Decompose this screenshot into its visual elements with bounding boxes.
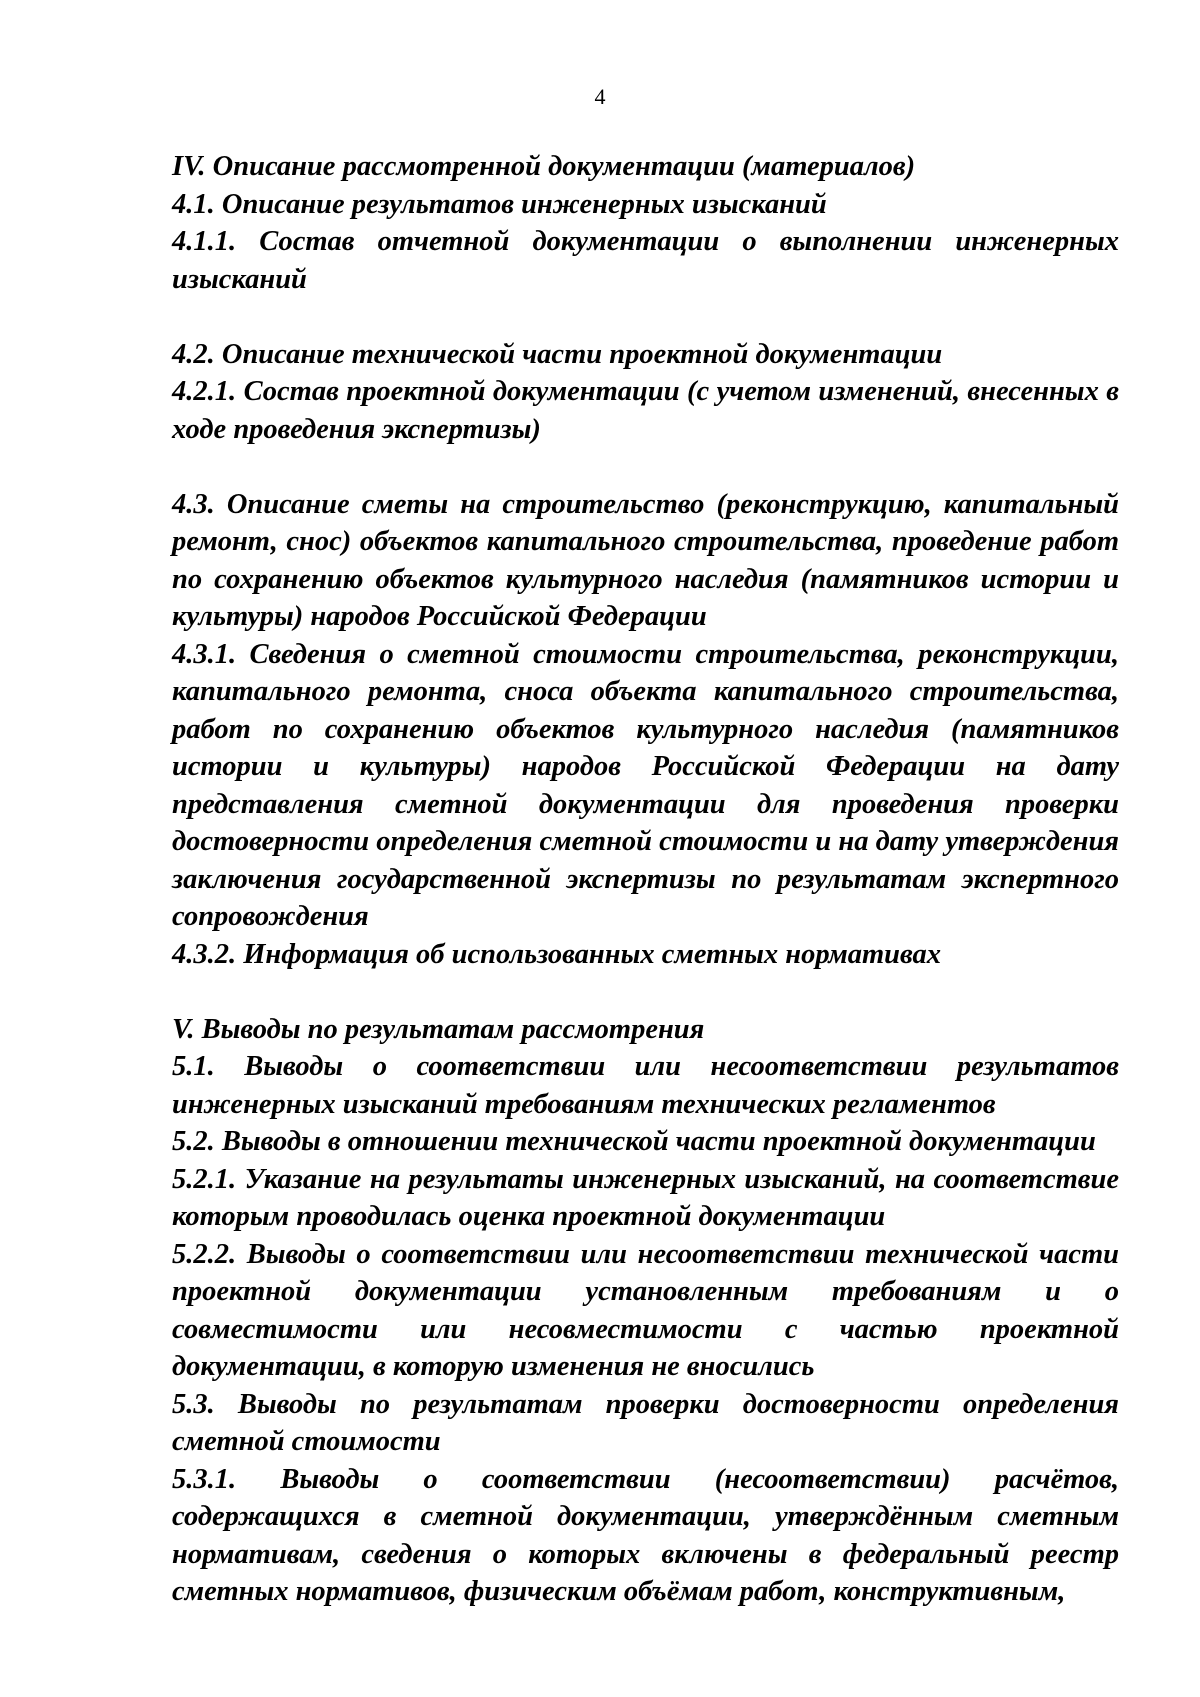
subsection-heading-5-2: 5.2. Выводы в отношении технической части проектной документации [172, 1126, 1096, 1157]
subsection-heading-5-1: 5.1. Выводы о соответствии или несоответствии результатов инженерных изысканий требованиям технических регламентов [172, 1051, 1119, 1120]
subsection-heading-4-2: 4.2. Описание технической части проектной документации [172, 338, 943, 370]
section-heading-iv: IV. Описание рассмотренной документации (материалов) [172, 151, 916, 182]
page-number: 4 [594, 84, 606, 109]
subsection-heading-5-2-2: 5.2.2. Выводы о соответствии или несоответствии технической части проектной документации установленным требованиям и о совместимости или несовместимости с частью проектной документации, в которую изменения не вносились [172, 1238, 1119, 1382]
subsection-heading-4-1-1: 4.1.1. Состав отчетной документации о выполнении инженерных изысканий [172, 226, 1119, 295]
spacer [172, 298, 1119, 336]
spacer [172, 973, 1119, 1011]
subsection-heading-5-2-1: 5.2.1. Указание на результаты инженерных изысканий, на соответствие которым проводилась оценка проектной документации [172, 1163, 1119, 1232]
subsection-heading-4-1: 4.1. Описание результатов инженерных изысканий [172, 188, 827, 220]
subsection-heading-4-3-1: 4.3.1. Сведения о сметной стоимости строительства, реконструкции, капитального ремонта, сноса объекта капитального строительства, работ по сохранению объектов культурного наследия (памятников истории и культуры) народов Российской Федерации на дату представления сметной документации для проведения проверки достоверности определения сметной стоимости и на дату утверждения заключения государственной экспертизы по результатам экспертного сопровождения [172, 638, 1119, 932]
subsection-heading-4-3: 4.3. Описание сметы на строительство (реконструкцию, капитальный ремонт, снос) объектов капитального строительства, проведение работ по сохранению объектов культурного наследия (памятников истории и культуры) народов Российской Федерации [172, 488, 1119, 632]
subsection-heading-5-3: 5.3. Выводы по результатам проверки достоверности определения сметной стоимости [172, 1388, 1119, 1457]
subsection-heading-4-2-1: 4.2.1. Состав проектной документации (с учетом изменений, внесенных в ходе проведения экспертизы) [172, 376, 1119, 445]
spacer [172, 448, 1119, 486]
section-heading-v: V. Выводы по результатам рассмотрения [172, 1013, 705, 1045]
subsection-heading-5-3-1: 5.3.1. Выводы о соответствии (несоответствии) расчётов, содержащихся в сметной документации, утверждённым сметным нормативам, сведения о которых включены в федеральный реестр сметных нормативов, физическим объёмам работ, конструктивным, [172, 1463, 1119, 1607]
document-body [172, 148, 1119, 1611]
subsection-heading-4-3-2: 4.3.2. Информация об использованных сметных нормативах [172, 938, 942, 970]
